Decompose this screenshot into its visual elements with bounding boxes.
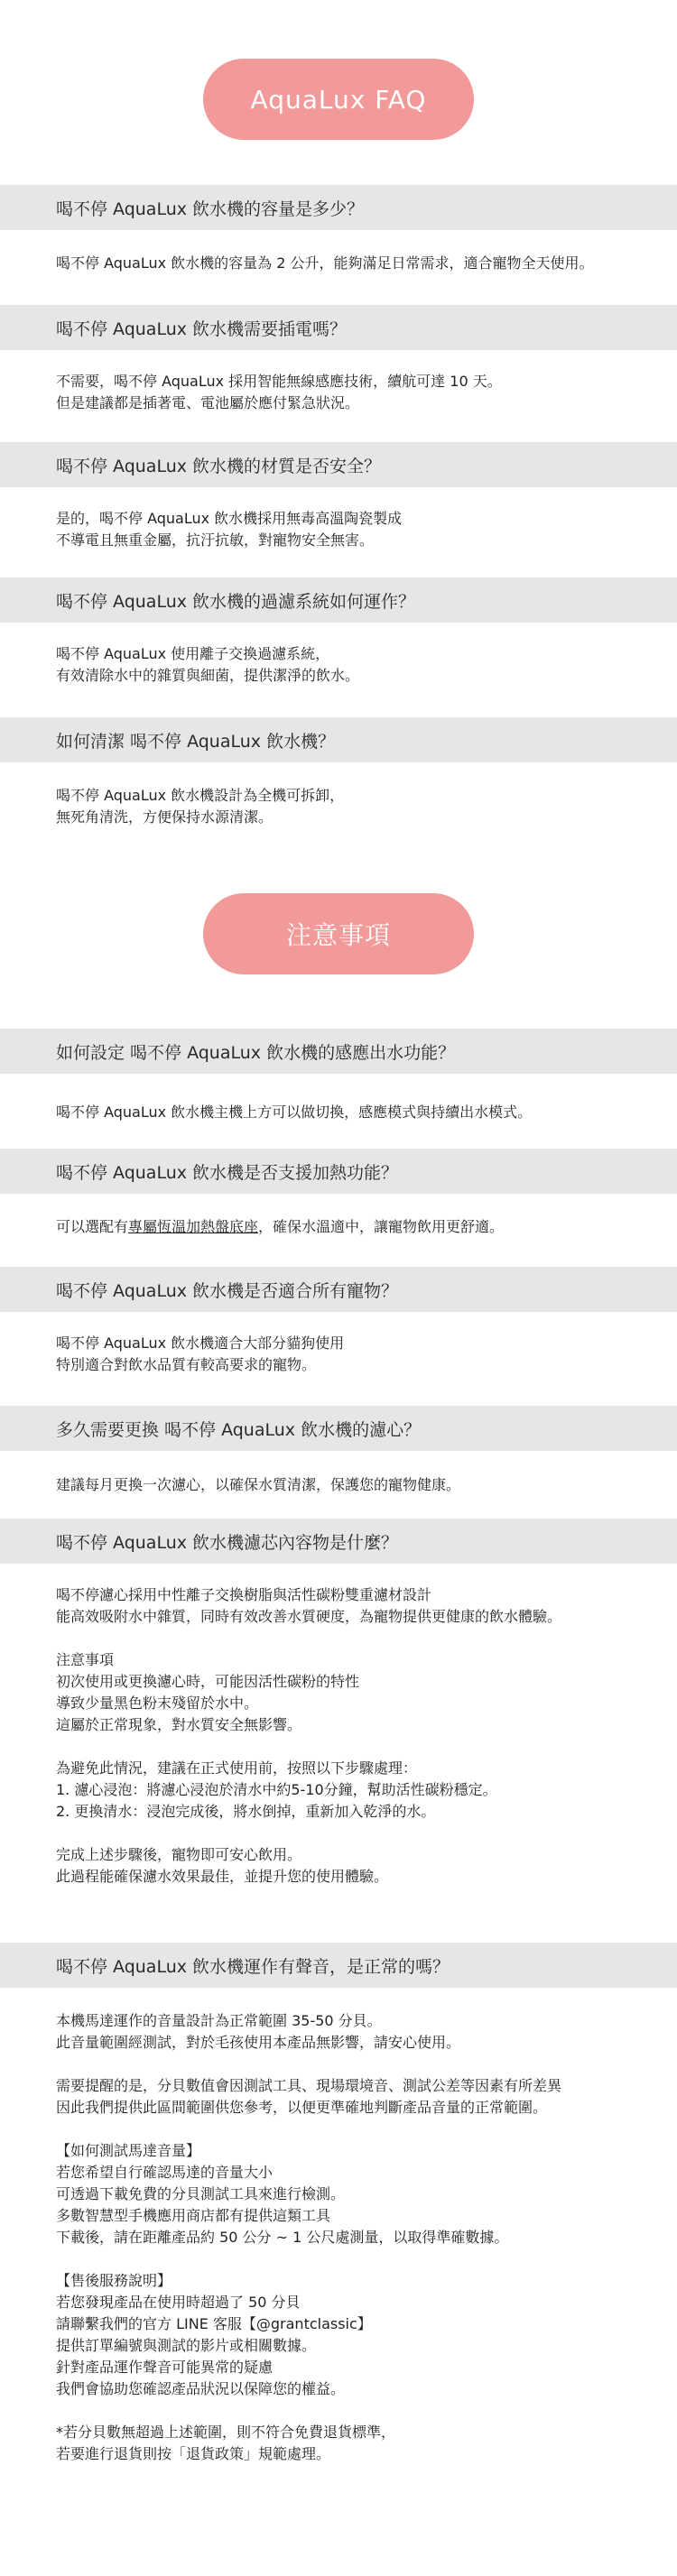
notice-question: 喝不停 AquaLux 飲水機運作有聲音，是正常的嗎？ xyxy=(0,1943,677,1988)
faq-section-title: AquaLux FAQ xyxy=(203,59,474,140)
notice-answer xyxy=(56,1216,643,1238)
faq-answer: 喝不停 AquaLux 飲水機的容量為 2 公升，能夠滿足日常需求，適合寵物全天使用。 xyxy=(56,254,594,272)
notice-question: 多久需要更換 喝不停 AquaLux 飲水機的濾心？ xyxy=(0,1406,677,1451)
faq-question: 喝不停 AquaLux 飲水機需要插電嗎？ xyxy=(0,305,677,350)
notice-answer: 建議每月更換一次濾心，以確保水質清潔，保護您的寵物健康。 xyxy=(56,1476,461,1493)
notice-question: 喝不停 AquaLux 飲水機濾芯內容物是什麼？ xyxy=(0,1519,677,1564)
notice-answer: 喝不停濾心採用中性離子交換樹脂與活性碳粉雙重濾材設計 能高效吸附水中雜質，同時有效改善水質硬度，為寵物提供更健康的飲水體驗。 注意事項 初次使用或更換濾心時，可能因活性碳粉的特性 導致少量黑色粉末殘留於水中。 這屬於正常現象，對水質安全無影響。 為避免此情況，建議在正式使用前，按照以下步驟處理： 1. 濾心浸泡：將濾心浸泡於清水中約5-10分鐘，幫助活性碳粉穩定。 2. 更換清水：浸泡完成後，將水倒掉，重新加入乾淨的水。 完成上述步驟後，寵物即可安心飲用。 此過程能確保濾水效果最佳，並提升您的使用體驗。 xyxy=(56,1586,562,1885)
notice-question: 如何設定 喝不停 AquaLux 飲水機的感應出水功能？ xyxy=(0,1029,677,1074)
faq-question: 喝不停 AquaLux 飲水機的材質是否安全？ xyxy=(0,442,677,487)
notice-answer: 本機馬達運作的音量設計為正常範圍 35-50 分貝。 此音量範圍經測試，對於毛孩使用本產品無影響，請安心使用。 需要提醒的是，分貝數值會因測試工具、現場環境音、測試公差等因素有所差異 因此我們提供此區間範圍供您參考，以便更準確地判斷產品音量的正常範圍。 【如何測試馬達音量】 若您希望自行確認馬達的音量大小 可透過下載免費的分貝測試工具來進行檢測。 多數智慧型手機應用商店都有提供這類工具 下載後，請在距離產品約 50 公分 ~ 1 公尺處測量，以取得準確數據。 【售後服務說明】 若您發現產品在使用時超過了 50 分貝 請聯繫我們的官方 LINE 客服【@grantclassic】 提供訂單編號與測試的影片或相關數據。 針對產品運作聲音可能異常的疑慮 我們會協助您確認產品狀況以保障您的權益。 *若分貝數無超過上述範圍，則不符合免費退貨標準， 若要進行退貨則按「退貨政策」規範處理。 xyxy=(56,2012,562,2462)
notice-section-title: 注意事項 xyxy=(203,893,474,974)
notice-question: 喝不停 AquaLux 飲水機是否支援加熱功能？ xyxy=(0,1149,677,1194)
notice-question: 喝不停 AquaLux 飲水機是否適合所有寵物？ xyxy=(0,1267,677,1312)
faq-answer: 喝不停 AquaLux 飲水機設計為全機可拆卸， 無死角清洗，方便保持水源清潔。 xyxy=(56,787,345,826)
faq-question: 喝不停 AquaLux 飲水機的過濾系統如何運作？ xyxy=(0,577,677,623)
faq-answer: 喝不停 AquaLux 使用離子交換過濾系統， 有效清除水中的雜質與細菌，提供潔淨的飲水。 xyxy=(56,645,360,684)
answer-text-suffix: ，確保水溫適中，讓寵物飲用更舒適。 xyxy=(258,1218,505,1235)
faq-answer: 是的，喝不停 AquaLux 飲水機採用無毒高溫陶瓷製成 不導電且無重金屬，抗汙抗敏，對寵物安全無害。 xyxy=(56,510,403,549)
faq-answer: 不需要，喝不停 AquaLux 採用智能無線感應技術，續航可達 10 天。 但是建議都是插著電、電池屬於應付緊急狀況。 xyxy=(56,373,502,411)
heating-base-link[interactable]: 專屬恆溫加熱盤底座 xyxy=(128,1218,259,1235)
faq-question: 喝不停 AquaLux 飲水機的容量是多少？ xyxy=(0,185,677,230)
answer-text-prefix: 可以選配有 xyxy=(56,1218,129,1235)
notice-answer: 喝不停 AquaLux 飲水機適合大部分貓狗使用 特別適合對飲水品質有較高要求的寵物。 xyxy=(56,1334,345,1373)
notice-answer: 喝不停 AquaLux 飲水機主機上方可以做切換，感應模式與持續出水模式。 xyxy=(56,1103,533,1121)
faq-question: 如何清潔 喝不停 AquaLux 飲水機？ xyxy=(0,717,677,762)
